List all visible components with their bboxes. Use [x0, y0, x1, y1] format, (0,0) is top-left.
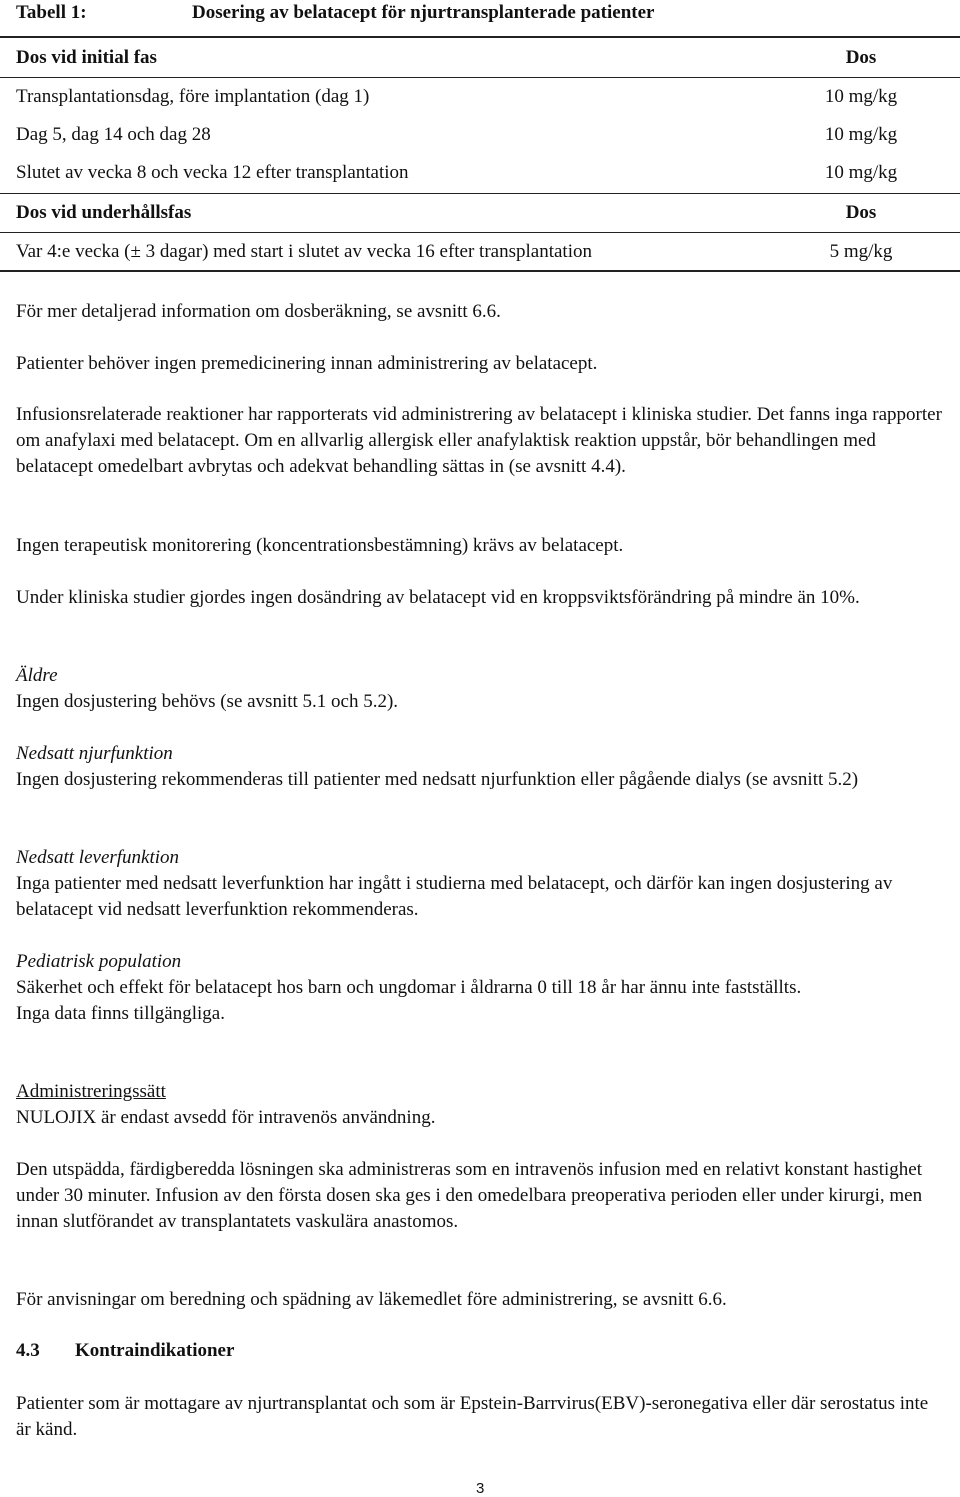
timing-cell: Slutet av vecka 8 och vecka 12 efter transplantation	[16, 162, 409, 183]
section-heading: Nedsatt leverfunktion	[16, 847, 180, 868]
paragraph-monitoring: Ingen terapeutisk monitorering (koncentrationsbestämning) krävs av belatacept.	[16, 535, 624, 556]
paragraph-premedication: Patienter behöver ingen premedicinering innan administrering av belatacept.	[16, 353, 598, 374]
section-text: Ingen dosjustering behövs (se avsnitt 5.1 och 5.2).	[16, 691, 399, 712]
section-text: Ingen dosjustering rekommenderas till patienter med nedsatt njurfunktion eller pågående dialys (se avsnitt 5.2)	[16, 769, 859, 790]
paragraph-infusion-administration: Den utspädda, färdigberedda lösningen ska administreras som en intravenös infusion med en relativt konstant hastighet under 30 minuter. Infusion av den första dosen ska ges i den omedelbara preoperativa perioden eller under kirurgi, men innan slutförandet av transplantatets vaskulära anastomos.	[16, 1159, 923, 1232]
section-renal	[16, 741, 946, 793]
page-number: 3	[476, 1480, 485, 1497]
table-rule	[0, 77, 960, 78]
table-bottom-rule	[0, 270, 960, 272]
section-administration	[16, 1079, 946, 1131]
dose-cell: 10 mg/kg	[824, 124, 898, 145]
maintenance-phase-dose-heading: Dos	[845, 202, 877, 223]
timing-cell: Dag 5, dag 14 och dag 28	[16, 124, 211, 145]
paragraph-preparation-reference: För anvisningar om beredning och spädning av läkemedlet före administrering, se avsnitt 6.6.	[16, 1289, 727, 1310]
section-text: NULOJIX är endast avsedd för intravenös användning.	[16, 1107, 436, 1128]
section-text: Inga data finns tillgängliga.	[16, 1003, 225, 1024]
initial-phase-dose-heading: Dos	[845, 47, 877, 68]
table-label: Tabell 1:	[16, 2, 87, 23]
section-heading: Äldre	[16, 665, 58, 686]
timing-cell: Var 4:e vecka (± 3 dagar) med start i slutet av vecka 16 efter transplantation	[16, 241, 592, 262]
section-heading: Pediatrisk population	[16, 951, 182, 972]
section-number: 4.3	[16, 1340, 40, 1361]
section-heading: Nedsatt njurfunktion	[16, 743, 173, 764]
table-top-rule	[0, 36, 960, 38]
maintenance-phase-heading: Dos vid underhållsfas	[16, 202, 192, 223]
section-text: Inga patienter med nedsatt leverfunktion har ingått i studierna med belatacept, och därför kan ingen dosjustering av belatacept vid nedsatt leverfunktion rekommenderas.	[16, 873, 893, 920]
section-title: Kontraindikationer	[75, 1340, 235, 1361]
paragraph-body-weight: Under kliniska studier gjordes ingen dosändring av belatacept vid en kroppsviktsförändring på mindre än 10%.	[16, 587, 860, 608]
dose-cell: 10 mg/kg	[824, 162, 898, 183]
dose-cell: 10 mg/kg	[824, 86, 898, 107]
table-rule	[0, 232, 960, 233]
section-hepatic	[16, 845, 946, 923]
timing-cell: Transplantationsdag, före implantation (dag 1)	[16, 86, 370, 107]
paragraph-infusion-reactions: Infusionsrelaterade reaktioner har rapporterats vid administrering av belatacept i kliniska studier. Det fanns inga rapporter om anafylaxi med belatacept. Om en allvarlig allergisk eller anafylaktisk reaktion uppstår, bör behandlingen med belatacept omedelbart avbrytas och adekvat behandling sättas in (se avsnitt 4.4).	[16, 404, 942, 477]
section-heading: Administreringssätt	[16, 1081, 166, 1102]
table-rule	[0, 193, 960, 194]
table-title: Dosering av belatacept för njurtransplanterade patienter	[192, 2, 655, 23]
paragraph-dose-calculation: För mer detaljerad information om dosberäkning, se avsnitt 6.6.	[16, 301, 501, 322]
section-elderly	[16, 663, 946, 715]
section-pediatric	[16, 949, 946, 1027]
section-text: Säkerhet och effekt för belatacept hos barn och ungdomar i åldrarna 0 till 18 år har ännu inte fastställts.	[16, 977, 802, 998]
initial-phase-heading: Dos vid initial fas	[16, 47, 157, 68]
paragraph-contraindications: Patienter som är mottagare av njurtransplantat och som är Epstein-Barrvirus(EBV)-seronegativa eller där serostatus inte är känd.	[16, 1393, 929, 1440]
dose-cell: 5 mg/kg	[829, 241, 893, 262]
